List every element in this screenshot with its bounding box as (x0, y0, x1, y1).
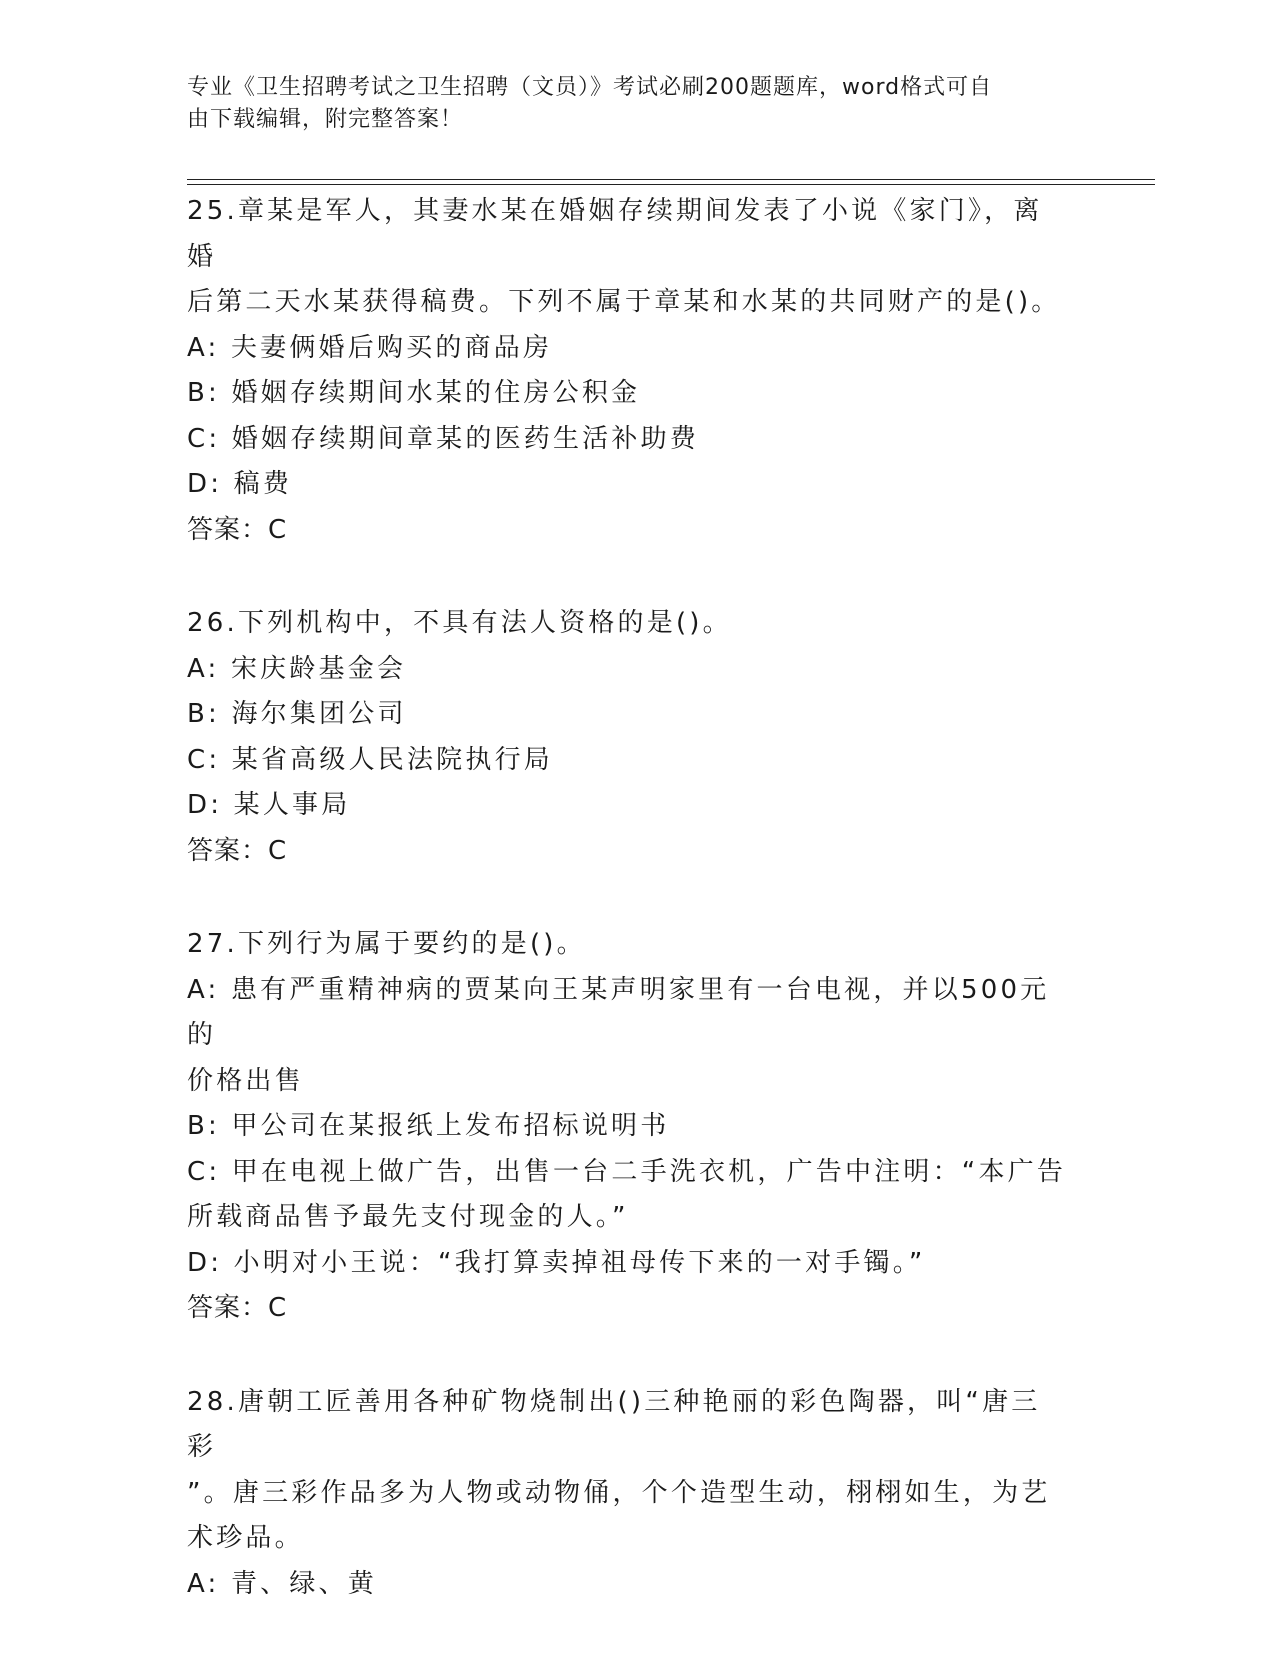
option-a: A: 青、绿、黄 (187, 1568, 377, 1599)
option-b: B: 婚姻存续期间水某的住房公积金 (187, 378, 641, 408)
question-stem-line: 25.章某是军人，其妻水某在婚姻存续期间发表了小说《家门》，离婚 (187, 196, 1043, 272)
option-d: D: 小明对小王说：“我打算卖掉祖母传下来的一对手镯。” (187, 1247, 926, 1278)
option-a: A: 患有严重精神病的贾某向王某声明家里有一台电视，并以500元的 (187, 974, 1050, 1050)
question-stem-line: ”。唐三彩作品多为人物或动物俑，个个造型生动，栩栩如生，为艺 (187, 1477, 1051, 1508)
option-a: A: 宋庆龄基金会 (187, 653, 407, 684)
question-28 (187, 1380, 1067, 1608)
question-stem-line: 28.唐朝工匠善用各种矿物烧制出()三种艳丽的彩色陶器，叫“唐三彩 (187, 1386, 1041, 1462)
question-26 (187, 601, 1067, 874)
header-line-2: 由下载编辑，附完整答案！ (187, 107, 464, 132)
option-a: A: 夫妻俩婚后购买的商品房 (187, 332, 553, 363)
option-b: B: 海尔集团公司 (187, 699, 407, 729)
option-c: C: 某省高级人民法院执行局 (187, 744, 553, 775)
answer-line: 答案：C (187, 1293, 288, 1323)
question-27 (187, 922, 1067, 1332)
answer-line: 答案：C (187, 835, 288, 866)
option-c-continued: 所载商品售予最先支付现金的人。” (187, 1202, 629, 1232)
option-b: B: 甲公司在某报纸上发布招标说明书 (187, 1111, 670, 1141)
option-d: D: 某人事局 (187, 790, 351, 820)
option-d: D: 稿费 (187, 469, 293, 499)
document-header (187, 72, 1067, 136)
question-stem-line: 26.下列机构中，不具有法人资格的是()。 (187, 608, 732, 638)
question-25 (187, 189, 1067, 553)
option-c: C: 甲在电视上做广告，出售一台二手洗衣机，广告中注明：“本广告 (187, 1156, 1067, 1187)
header-divider-top (187, 179, 1155, 180)
question-stem-line: 后第二天水某获得稿费。下列不属于章某和水某的共同财产的是()。 (187, 287, 1061, 317)
question-stem-line: 27.下列行为属于要约的是()。 (187, 929, 586, 959)
option-a-continued: 价格出售 (187, 1065, 304, 1096)
question-stem-line: 术珍品。 (187, 1523, 304, 1553)
answer-line: 答案：C (187, 514, 288, 545)
header-line-1: 专业《卫生招聘考试之卫生招聘（文员）》考试必刷200题题库，word格式可自 (187, 75, 993, 100)
option-c: C: 婚姻存续期间章某的医药生活补助费 (187, 423, 699, 454)
question-list (187, 189, 1067, 1655)
header-divider-bottom (187, 184, 1155, 185)
